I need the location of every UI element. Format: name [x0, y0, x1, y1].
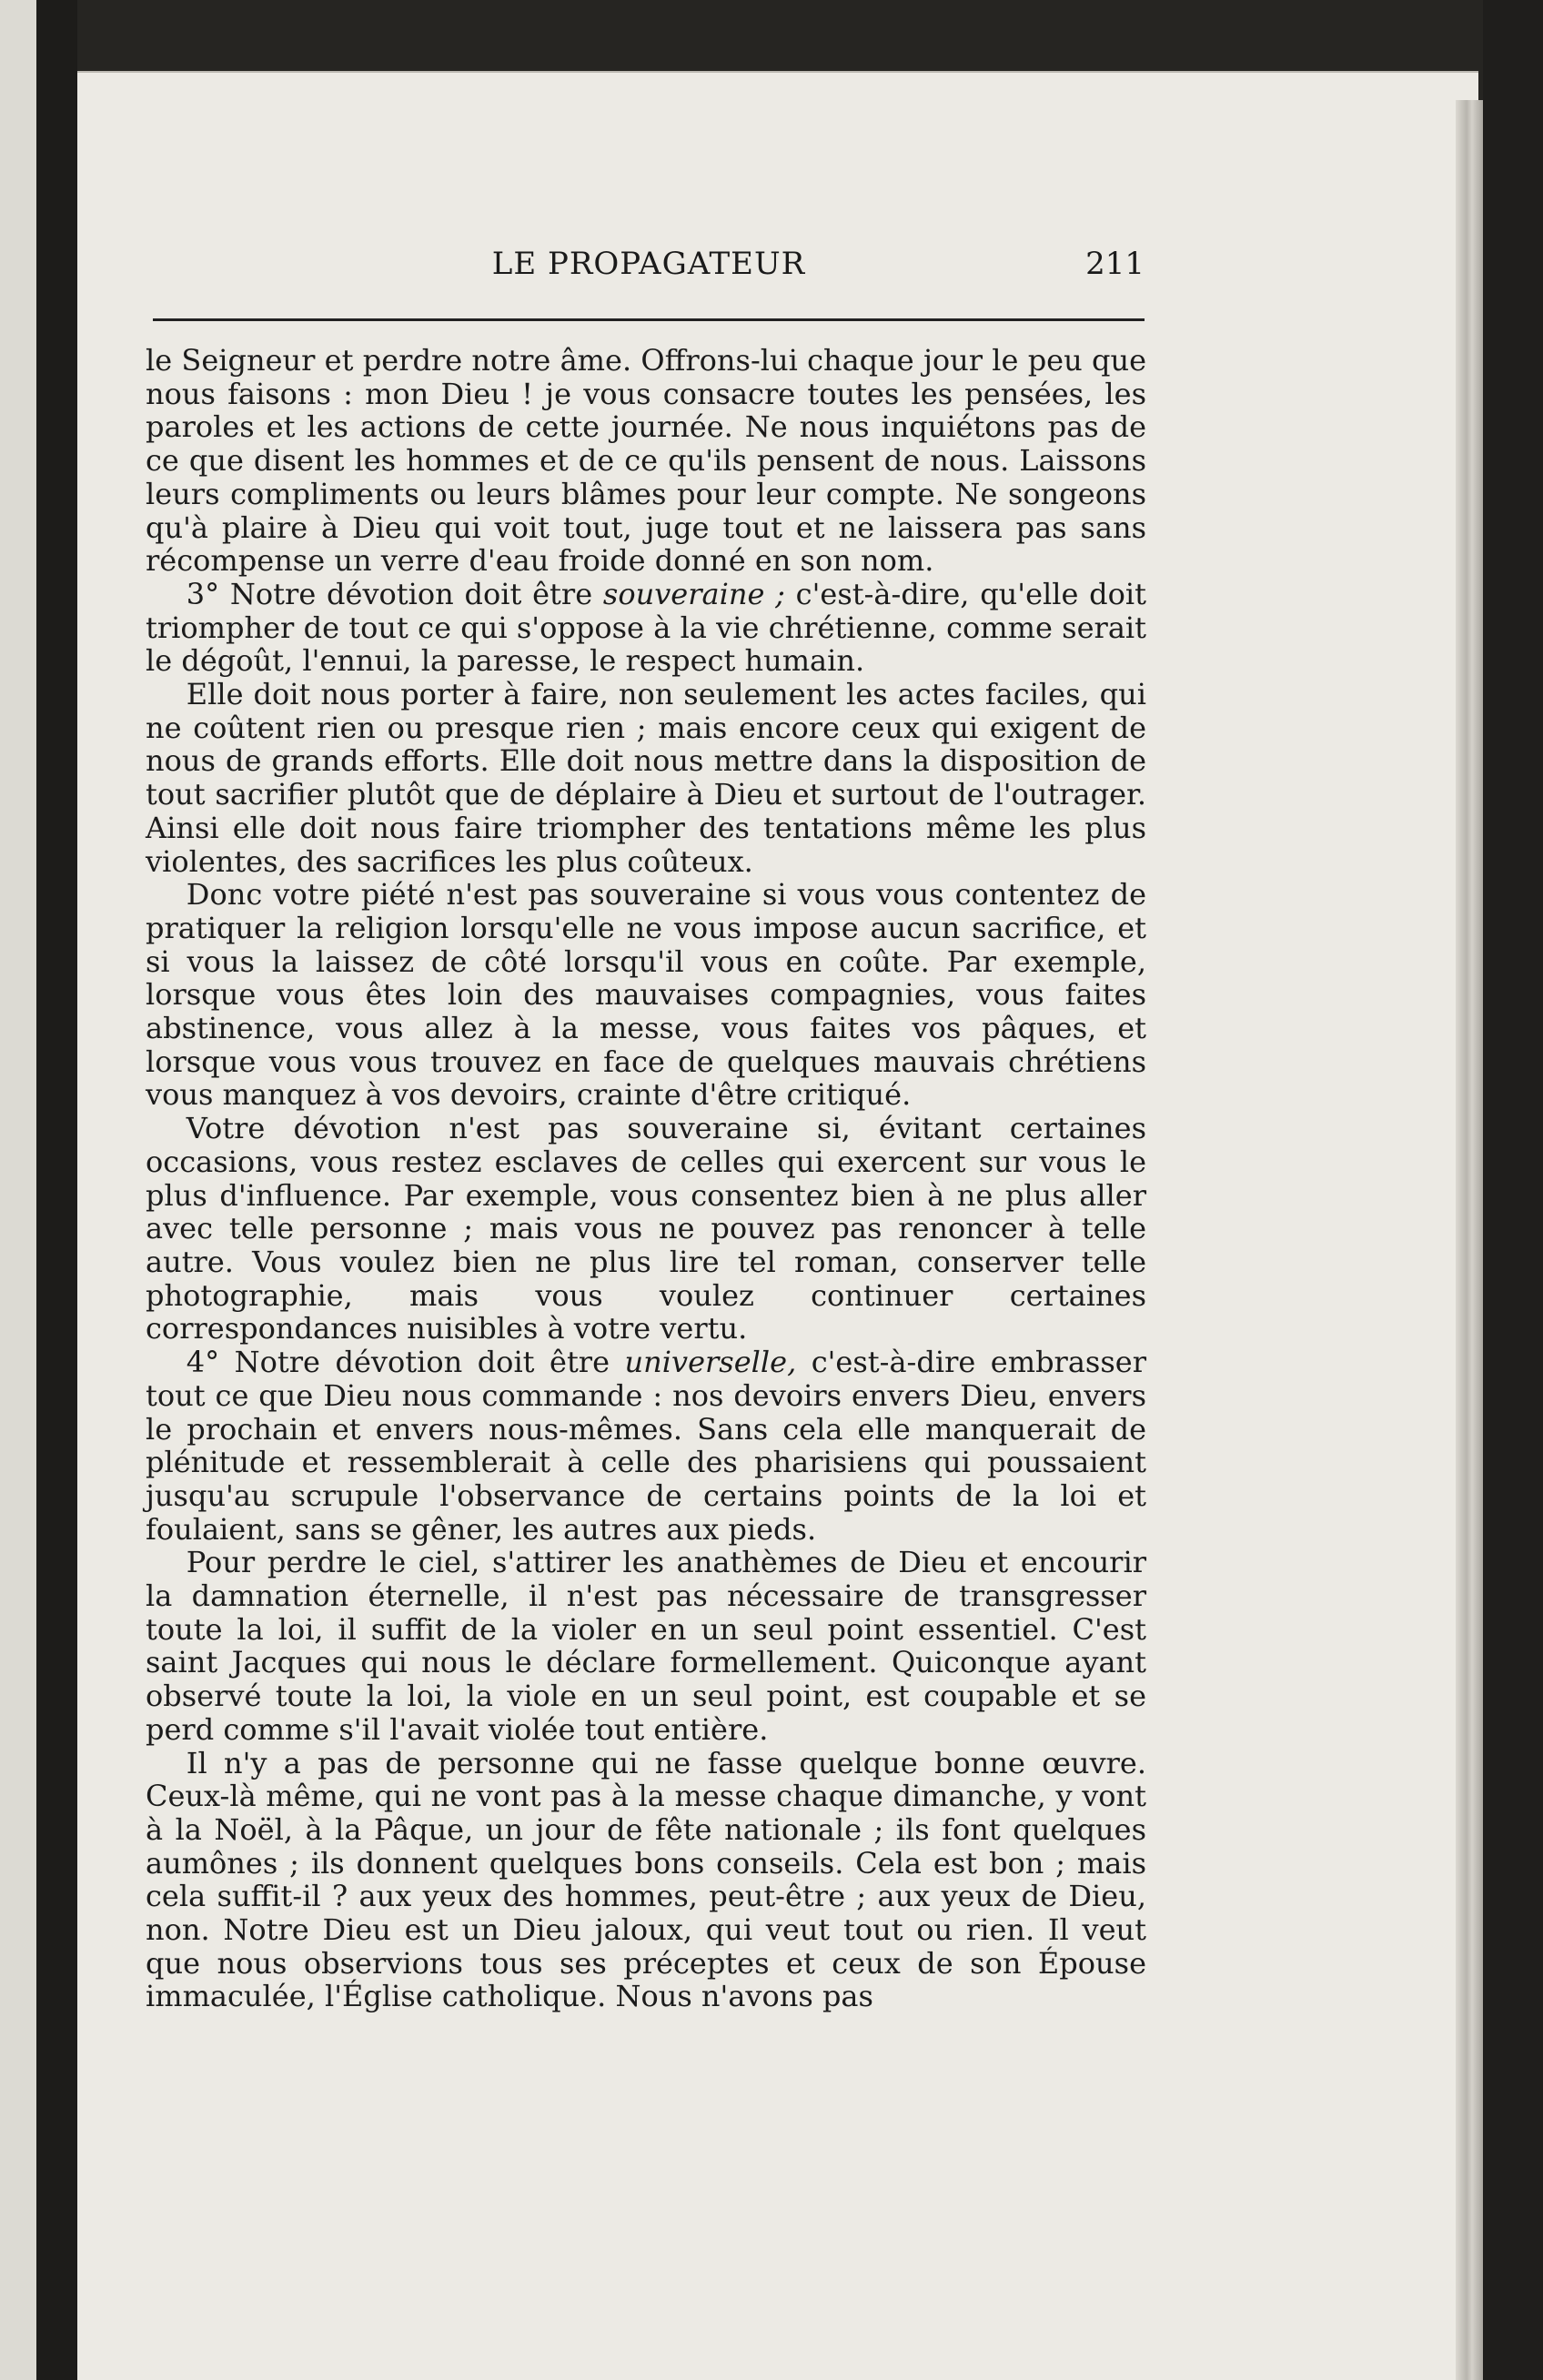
scan-background	[1483, 0, 1543, 2380]
italic-text: universelle,	[624, 1345, 797, 1380]
paragraph-text: c'est-à-dire, qu'elle doit triompher de tout ce qui s'oppose à la vie chrétienne, comme serait le dégoût, l'ennui, la paresse, le respect humain.	[146, 576, 1147, 679]
paragraph-text: Donc votre piété n'est pas souveraine si vous vous contentez de pratiquer la religion lorsqu'elle ne vous impose aucun sacrifice, et si vous la laissez de côté lorsqu'il vous en coûte. Par exemple, lorsque vous êtes loin des mauvaises compagnies, vous faites abstinence, vous allez à la messe, vous faites vos pâques, et lorsque vous vous trouvez en face de quelques mauvais chrétiens vous manquez à vos devoirs, crainte d'être critiqué.	[146, 877, 1146, 1113]
paragraph-text: 3° Notre dévotion doit être	[186, 576, 603, 611]
paragraph-text: Votre dévotion n'est pas souveraine si, évitant certaines occasions, vous restez esclaves de celles qui exercent sur vous le plus d'influence. Par exemple, vous consentez bien à ne plus aller avec telle personne ; mais vous ne pouvez pas renoncer à telle autre. Vous voulez bien ne plus lire tel roman, conserver telle photographie, mais vous voulez continuer certaines correspondances nuisibles à votre vertu.	[146, 1111, 1146, 1346]
binding-shadow	[36, 0, 77, 2380]
paragraph	[146, 1747, 1146, 2014]
paragraph-text: Pour perdre le ciel, s'attirer les anathèmes de Dieu et encourir la damnation éternelle, il n'est pas nécessaire de transgresser toute la loi, il suffit de la violer en un seul point essentiel. C'est saint Jacques qui nous le déclare formellement. Quiconque ayant observé toute la loi, la viole en un seul point, est coupable et se perd comme s'il l'avait violée tout entière.	[146, 1545, 1146, 1747]
page-header	[153, 238, 1145, 293]
facing-page-edge	[0, 0, 36, 2380]
paragraph	[146, 678, 1146, 878]
running-title: LE PROPAGATEUR	[491, 246, 806, 282]
paragraph	[146, 344, 1146, 578]
paragraph-text: Il n'y a pas de personne qui ne fasse quelque bonne œuvre. Ceux-là même, qui ne vont pas à la messe chaque dimanche, y vont à la Noël, à la Pâque, un jour de fête nationale ; ils font quelques aumônes ; ils donnent quelques bons conseils. Cela est bon ; mais cela suffit-il ? aux yeux des hommes, peut-être ; aux yeux de Dieu, non. Notre Dieu est un Dieu jaloux, qui veut tout ou rien. Il veut que nous observions tous ses préceptes et ceux de son Épouse immaculée, l'Église catholique. Nous n'avons pas	[146, 1745, 1146, 2014]
paragraph-text: le Seigneur et perdre notre âme. Offrons-lui chaque jour le peu que nous faisons : mon Dieu ! je vous consacre toutes les pensées, les paroles et les actions de cette journée. Ne nous inquiétons pas de ce que disent les hommes et de ce qu'ils pensent de nous. Laissons leurs compliments ou leurs blâmes pour leur compte. Ne songeons qu'à plaire à Dieu qui voit tout, juge tout et ne laissera pas sans récompense un verre d'eau froide donné en son nom.	[146, 343, 1146, 579]
paragraph	[146, 1346, 1146, 1546]
paragraph-text: c'est-à-dire embrasser tout ce que Dieu nous commande : nos devoirs envers Dieu, envers le prochain et envers nous-mêmes. Sans cela elle manquerait de plénitude et ressemblerait à celle des pharisiens qui poussaient jusqu'au scrupule l'observance de certains points de la loi et foulaient, sans se gêner, les autres aux pieds.	[146, 1345, 1147, 1547]
italic-text: souveraine ;	[602, 576, 785, 611]
header-rule	[153, 318, 1145, 321]
paragraph	[146, 1112, 1146, 1346]
paragraph	[146, 1546, 1146, 1746]
paragraph-text: Elle doit nous porter à faire, non seulement les actes faciles, qui ne coûtent rien ou presque rien ; mais encore ceux qui exigent de nous de grands efforts. Elle doit nous mettre dans la disposition de tout sacrifier plutôt que de déplaire à Dieu et surtout de l'outrager. Ainsi elle doit nous faire triompher des tentations même les plus violentes, des sacrifices les plus coûteux.	[146, 677, 1146, 879]
body-text	[146, 344, 1146, 2013]
paragraph-text: 4° Notre dévotion doit être	[186, 1345, 625, 1380]
page-number: 211	[1085, 246, 1145, 282]
paragraph	[146, 578, 1146, 678]
paragraph	[146, 878, 1146, 1112]
page-stack-edge	[1456, 100, 1483, 2380]
